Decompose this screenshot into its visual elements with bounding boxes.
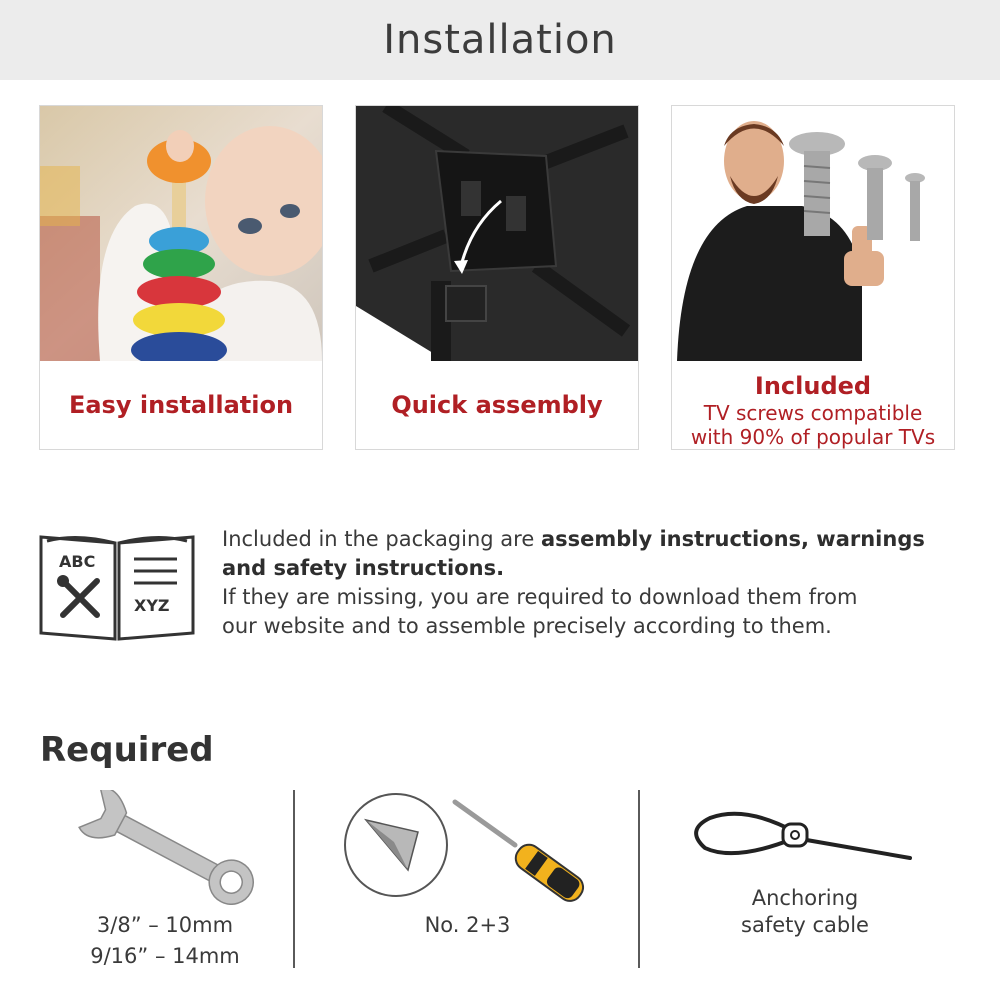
info-line-4: our website and to assemble precisely according to them. (222, 614, 832, 638)
safety-cable-label (645, 885, 965, 939)
card-caption (356, 361, 638, 449)
feature-card-easy-installation (39, 105, 323, 450)
divider (638, 790, 640, 968)
safety-cable-line-1: Anchoring (751, 886, 859, 910)
info-intro: Included in the packaging are (222, 527, 541, 551)
info-bold-2: and safety instructions. (222, 556, 505, 580)
instruction-book-icon (37, 529, 197, 641)
instructions-info (37, 525, 967, 645)
card-caption (672, 361, 954, 449)
wrench-size-1: 3/8” – 10mm (96, 913, 234, 937)
required-title: Required (40, 730, 214, 770)
required-tool-wrench (40, 790, 290, 968)
safety-cable-icon (645, 790, 965, 880)
feature-card-quick-assembly (355, 105, 639, 450)
safety-cable-line-2: safety cable (741, 913, 869, 937)
caption-included: Included (754, 372, 872, 400)
header-bar (0, 0, 1000, 80)
caption-quick-assembly: Quick assembly (391, 391, 603, 419)
feature-card-included (671, 105, 955, 450)
instructions-text (222, 525, 942, 641)
wrench-icon (40, 790, 290, 905)
man-thumbs-up-screws-photo (672, 106, 954, 361)
tv-bracket-photo (356, 106, 638, 361)
child-stacking-rings-photo (40, 106, 322, 361)
info-line-3: If they are missing, you are required to download them from (222, 585, 858, 609)
caption-sub-line-1: TV screws compatible (703, 401, 923, 425)
divider (293, 790, 295, 968)
wrench-size-2: 9/16” – 14mm (90, 944, 240, 968)
wrench-label (40, 910, 290, 972)
card-caption (40, 361, 322, 449)
book-label-right: XYZ (134, 596, 170, 615)
page-title: Installation (383, 17, 617, 63)
book-label-left: ABC (59, 552, 96, 571)
screwdriver-icon (300, 790, 635, 905)
caption-easy-installation: Easy installation (68, 391, 294, 419)
caption-sub-line-2: with 90% of popular TVs (690, 425, 936, 449)
required-tool-safety-cable (645, 790, 965, 937)
info-bold-1: assembly instructions, warnings (540, 527, 925, 551)
required-tool-screwdriver (300, 790, 635, 937)
screwdriver-label (300, 910, 635, 941)
screwdriver-size: No. 2+3 (424, 913, 511, 937)
